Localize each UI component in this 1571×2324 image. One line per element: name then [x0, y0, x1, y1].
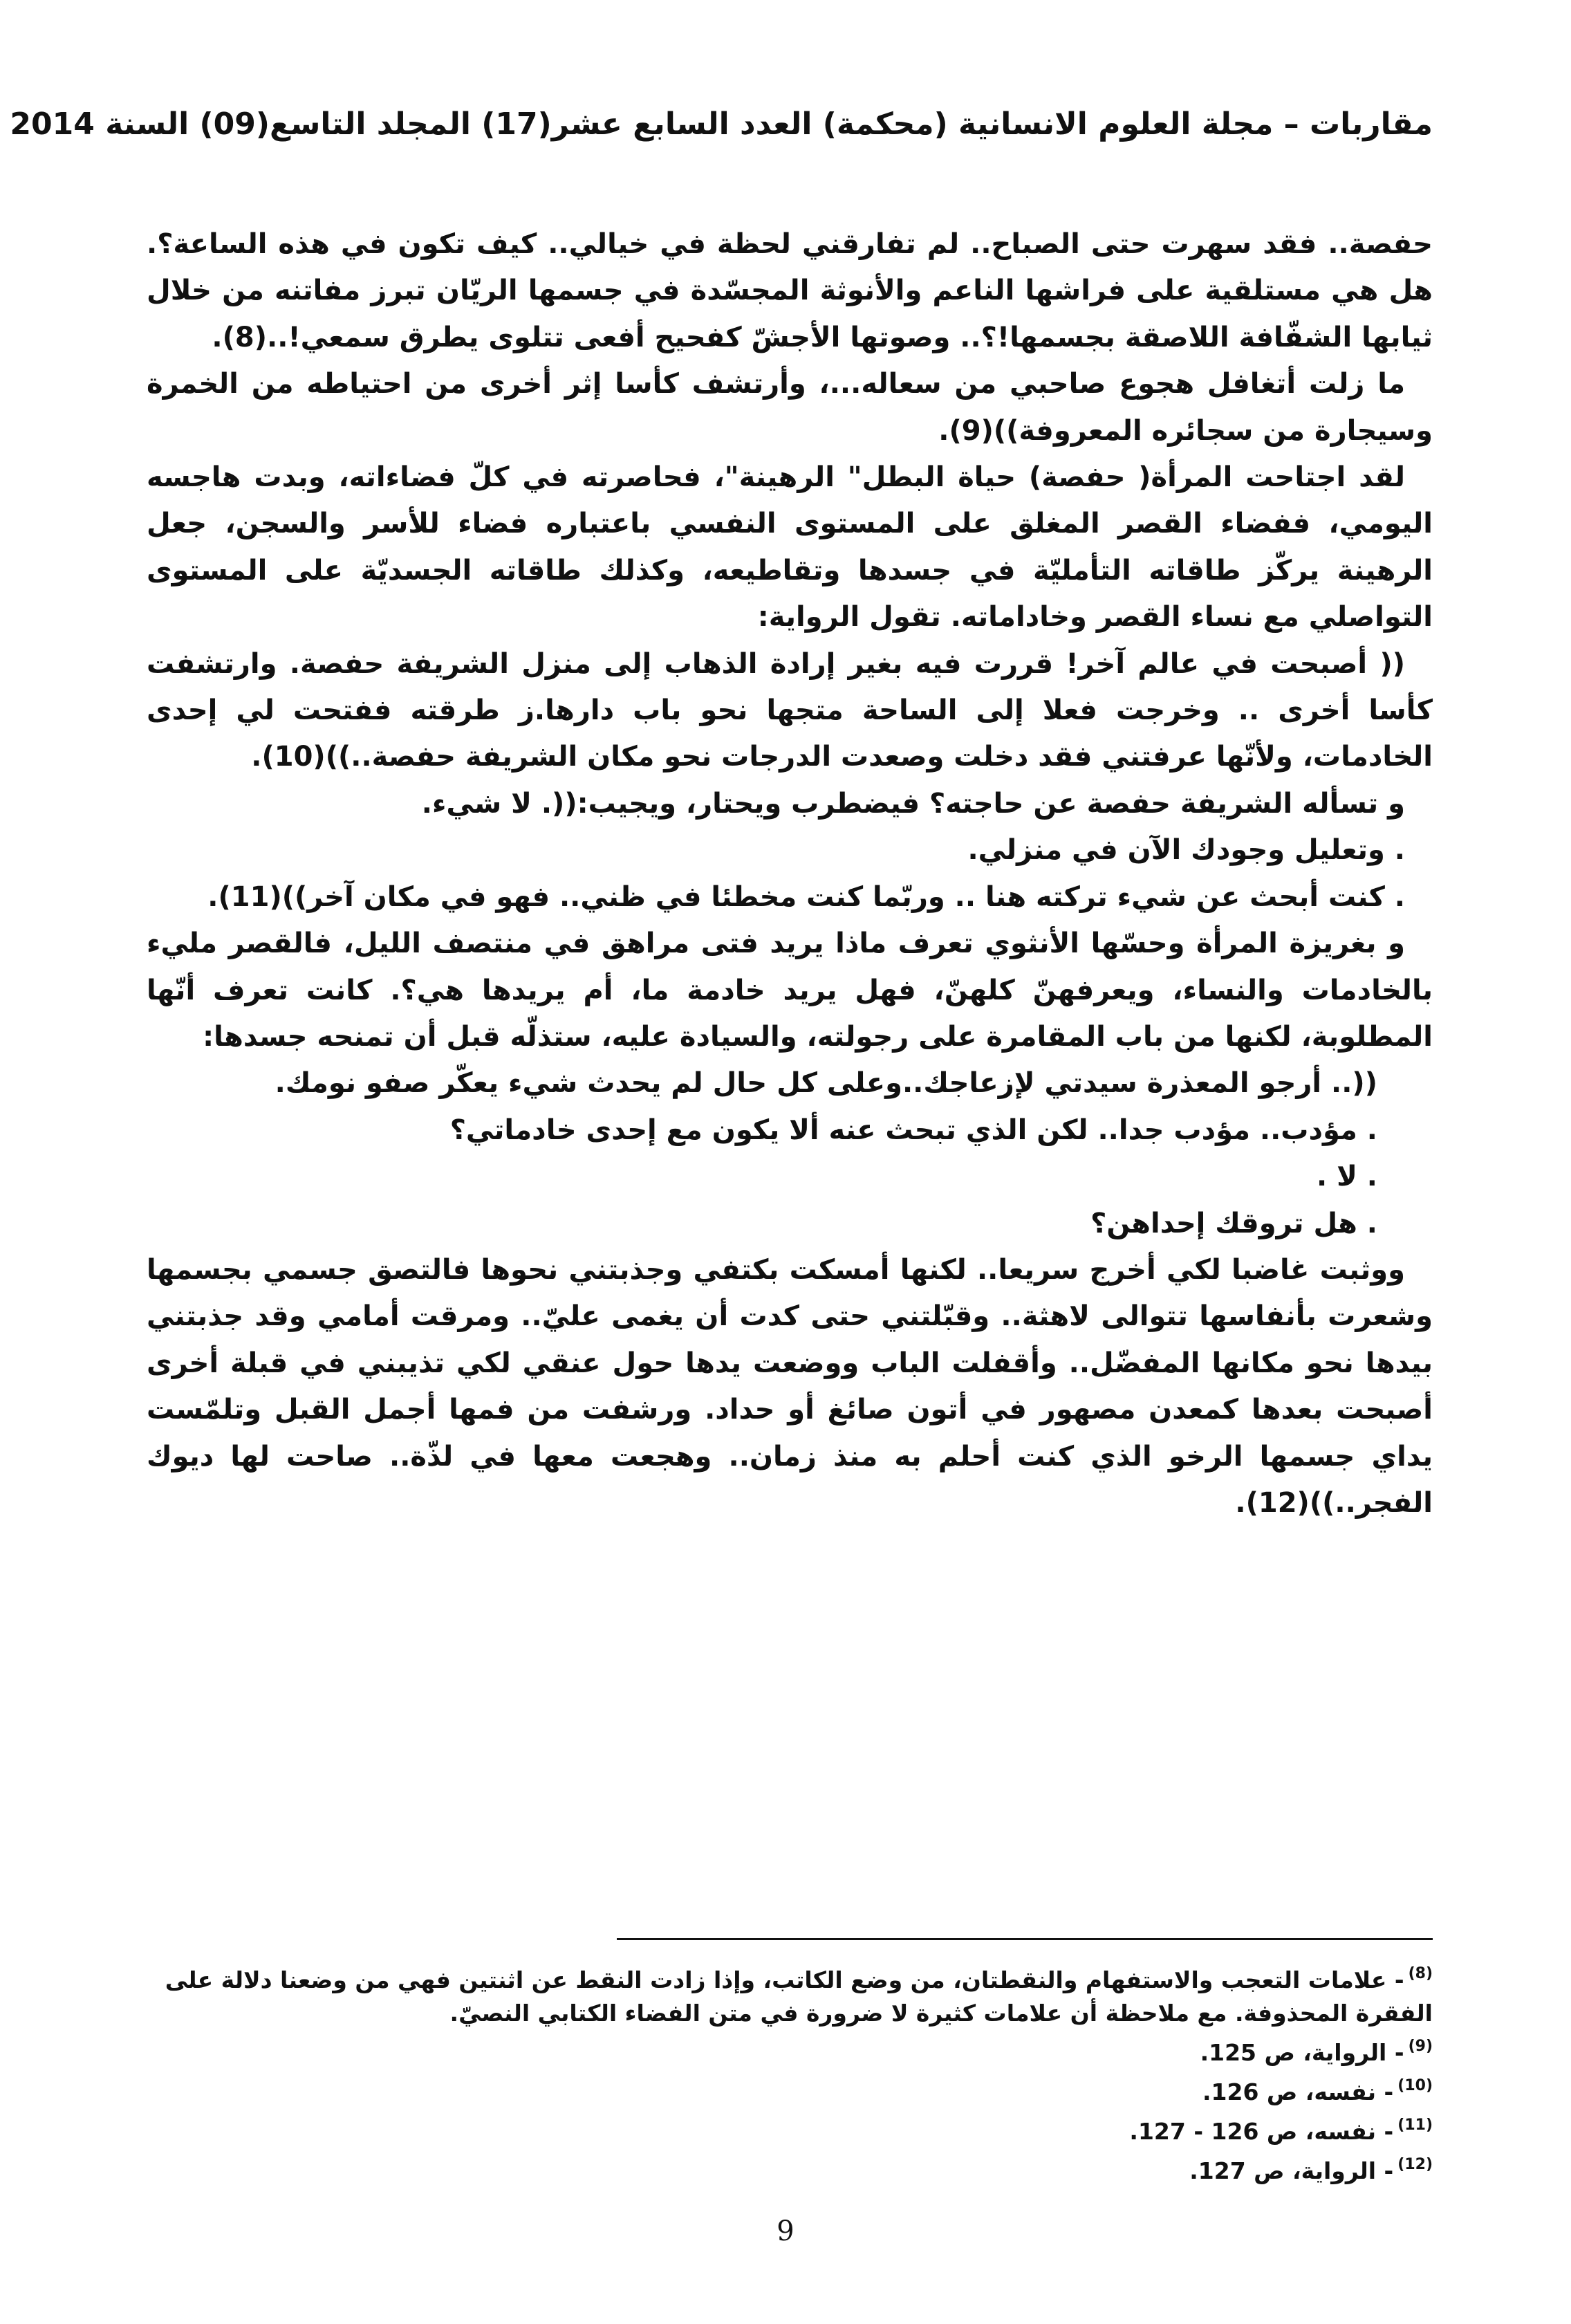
footnote-mark: (12) [1397, 2156, 1433, 2173]
paragraph-9: ((.. أرجو المعذرة سيدتي لإزعاجك..وعلى كل حال لم يحدث شيء يعكّر صفو نومك. [275, 1067, 1377, 1100]
running-header: مقاربات – مجلة العلوم الانسانية (محكمة) العدد السابع عشر(17) المجلد التاسع(09) السنة 2014 [10, 107, 1433, 142]
footnote-10 [147, 2069, 1433, 2109]
footnote-8 [147, 1957, 1433, 2030]
footnote-mark: (10) [1397, 2077, 1433, 2094]
paragraph-4: (( أصبحت في عالم آخر! قررت فيه بغير إرادة الذهاب إلى منزل الشريفة حفصة. وارتشفت كأسا أخرى .. وخرجت فعلا إلى الساحة متجها نحو باب دارها.ز طرقته ففتحت لي إحدى الخادمات، ولأنّها عرفتني فقد دخلت وصعدت الدرجات نحو مكان الشريفة حفصة..))(10). [147, 647, 1433, 773]
footnote-mark: (9) [1408, 2038, 1433, 2055]
paragraph-12: . هل تروقك إحداهن؟ [1090, 1207, 1377, 1239]
paragraph-5: و تسأله الشريفة حفصة عن حاجته؟ فيضطرب ويحتار، ويجيب:((. لا شيء. [421, 787, 1405, 820]
footnote-mark: (8) [1408, 1965, 1433, 1982]
paragraph-13: ووثبت غاضبا لكي أخرج سريعا.. لكنها أمسكت بكتفي وجذبتني نحوها فالتصق جسمي بجسمها وشعرت بأنفاسها تتوالى لاهثة.. وقبّلتني حتى كدت أن يغمى عليّ.. ومرقت أمامي وقد جذبتني بيدها نحو مكانها المفضّل.. وأقفلت الباب ووضعت يدها حول عنقي لكي تذيبني في قبلة أخرى أصبحت بعدها كمعدن مصهور في أتون صائغ أو حداد. ورشفت من فمها أجمل القبل وتلمّست يداي جسمها الرخو الذي كنت أحلم به منذ زمان.. وهجعت معها في لذّة.. صاحت لها ديوك الفجر..))(12). [147, 1253, 1433, 1519]
footnote-9 [147, 2030, 1433, 2069]
footnote-11 [147, 2109, 1433, 2148]
footnote-text: - الرواية، ص 127. [1189, 2157, 1394, 2184]
paragraph-6: . وتعليل وجودك الآن في منزلي. [967, 834, 1405, 867]
footnote-text: - علامات التعجب والاستفهام والنقطتان، من وضع الكاتب، وإذا زادت النقط عن اثنتين فهي من وضعنا دلالة على الفقرة المحذوفة. مع ملاحظة أن علامات كثيرة لا ضرورة في متن الفضاء الكتابي النصيّ. [165, 1966, 1433, 2027]
footnote-text: - الرواية، ص 125. [1200, 2039, 1404, 2066]
footnote-12 [147, 2148, 1433, 2188]
footnotes [147, 1957, 1433, 2188]
footnote-separator [617, 1938, 1433, 1940]
paragraph-3: لقد اجتاحت المرأة( حفصة) حياة البطل" الرهينة"، فحاصرته في كلّ فضاءاته، وبدت هاجسه اليومي، ففضاء القصر المغلق على المستوى النفسي باعتباره فضاء للأسر والسجن، جعل الرهينة يركّز طاقاته التأمليّة في جسدها وتقاطيعه، وكذلك طاقاته الجسديّة على المستوى التواصلي مع نساء القصر وخاداماته. تقول الرواية: [147, 461, 1433, 634]
footnote-text: - نفسه، ص 126 - 127. [1129, 2118, 1394, 2145]
paragraph-2: ما زلت أتغافل هجوع صاحبي من سعاله...، وأرتشف كأسا إثر أخرى من احتياطه من الخمرة وسيجارة من سجائره المعروفة))(9). [147, 368, 1433, 447]
footnote-mark: (11) [1397, 2116, 1433, 2134]
paragraph-1: حفصة.. فقد سهرت حتى الصباح.. لم تفارقني لحظة في خيالي.. كيف تكون في هذه الساعة؟. هل هي مستلقية على فراشها الناعم والأنوثة المجسّدة في جسمها الريّان تبرز مفاتنه من خلال ثيابها الشفّافة اللاصقة بجسمها!؟.. وصوتها الأجشّ كفحيح أفعى تتلوى يطرق سمعي!..(8). [147, 228, 1433, 353]
footnote-text: - نفسه، ص 126. [1202, 2078, 1394, 2105]
paragraph-10: . مؤدب.. مؤدب جدا.. لكن الذي تبحث عنه ألا يكون مع إحدى خادماتي؟ [449, 1114, 1377, 1146]
main-text [147, 221, 1433, 1527]
paragraph-11: . لا . [1316, 1161, 1377, 1193]
paragraph-8: و بغريزة المرأة وحسّها الأنثوي تعرف ماذا يريد فتى مراهق في منتصف الليل، فالقصر مليء بالخادمات والنساء، ويعرفهنّ كلهنّ، فهل يريد خادمة ما، أم يريدها هي؟. كانت تعرف أنّها المطلوبة، لكنها من باب المقامرة على رجولته، والسيادة عليه، ستذلّه قبل أن تمنحه جسدها: [147, 928, 1433, 1053]
paragraph-7: . كنت أبحث عن شيء تركته هنا .. وربّما كنت مخطئا في ظني.. فهو في مكان آخر))(11). [207, 880, 1405, 913]
page-number: 9 [777, 2215, 794, 2247]
